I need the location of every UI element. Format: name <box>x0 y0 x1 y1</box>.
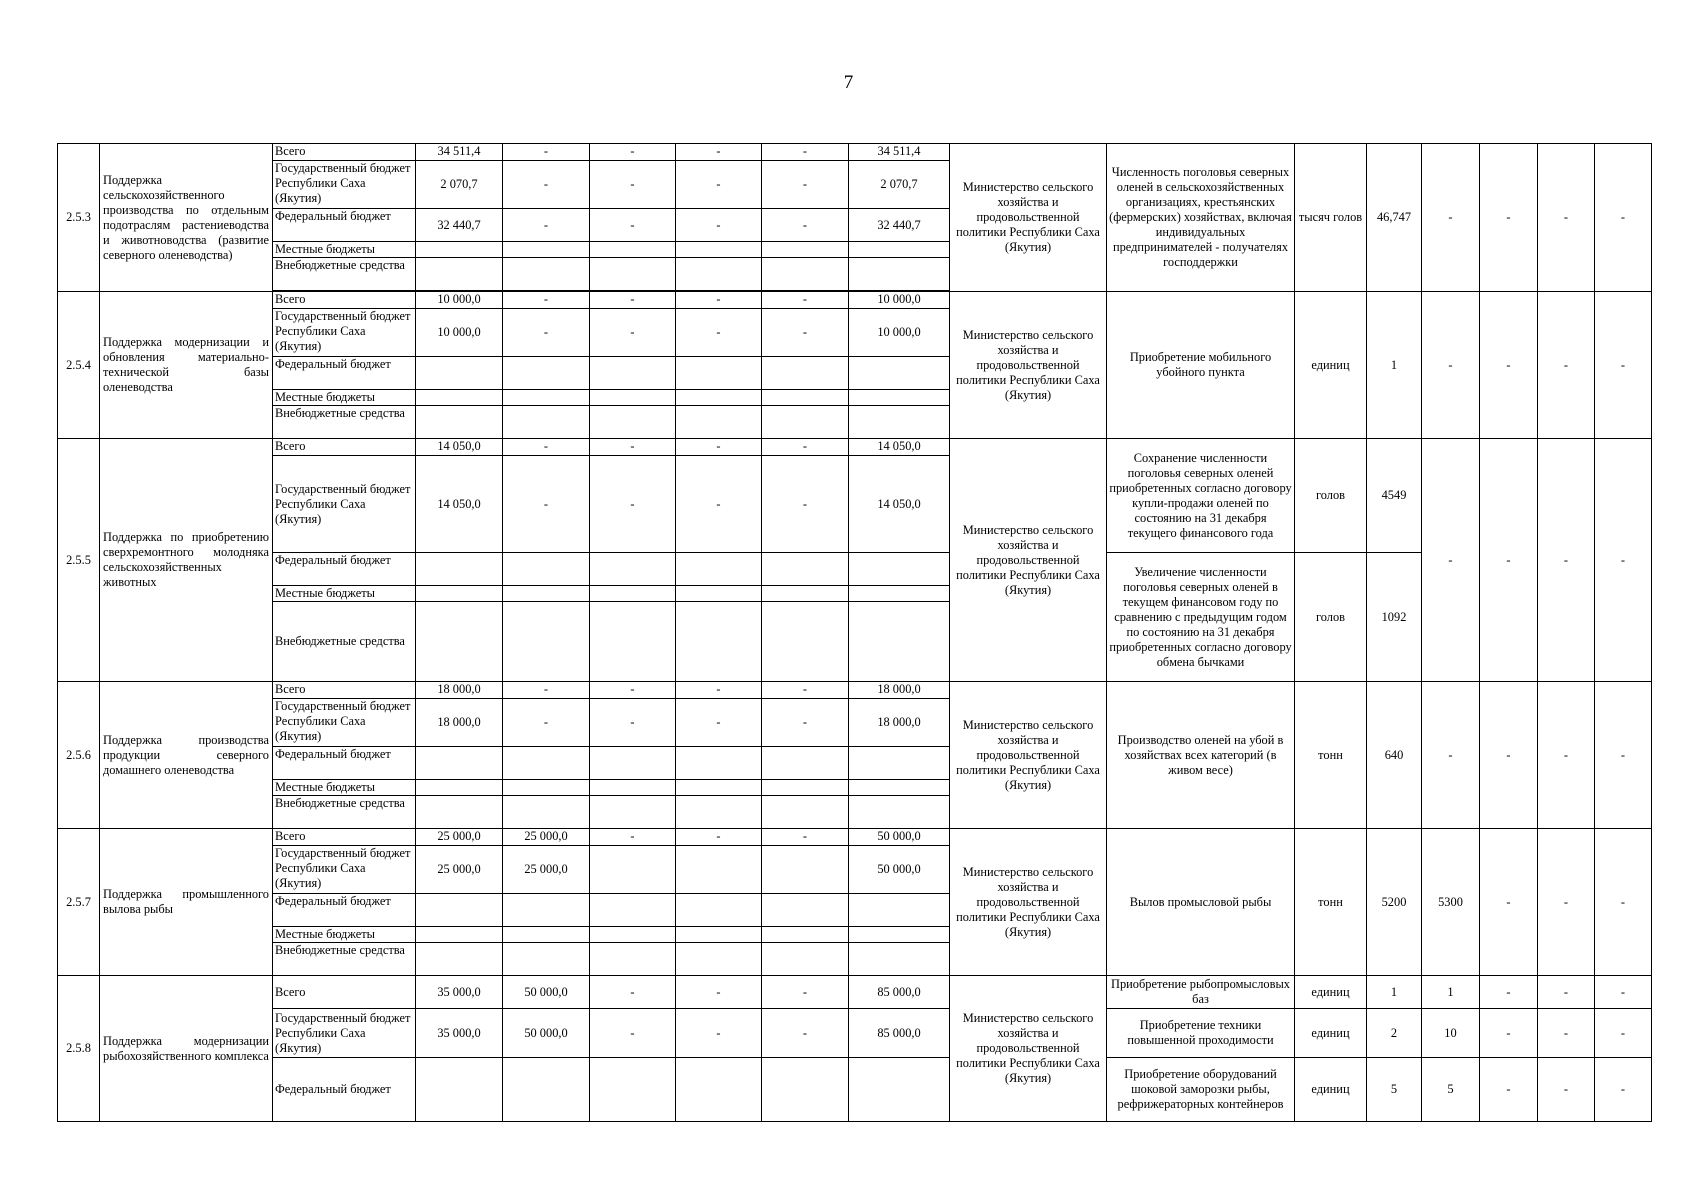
source-state: Государственный бюджет Республики Саха (Якутия) <box>273 846 416 894</box>
page-number: 7 <box>843 72 854 93</box>
indicator-value: - <box>1595 292 1652 439</box>
indicator-value: - <box>1538 829 1595 976</box>
source-federal: Федеральный бюджет <box>273 747 416 780</box>
indicator-value: - <box>1480 1058 1538 1122</box>
unit: тысяч голов <box>1295 144 1367 292</box>
source-federal: Федеральный бюджет <box>273 894 416 927</box>
source-total: Всего <box>273 144 416 161</box>
unit: тонн <box>1295 682 1367 829</box>
indicator-value: 1 <box>1367 292 1422 439</box>
row-name: Поддержка сельскохозяйственного производства по отдельным подотраслям растениеводства и животноводства (развитие северного оленеводства) <box>100 144 273 292</box>
indicator-value: 5 <box>1367 1058 1422 1122</box>
indicator-value: - <box>1480 1009 1538 1058</box>
amount-cell: - <box>762 161 849 209</box>
indicator: Приобретение рыбопромысловых баз <box>1107 976 1295 1009</box>
amount-cell: 18 000,0 <box>416 699 503 747</box>
indicator: Численность поголовья северных оленей в сельскохозяйственных организациях, крестьянских (фермерских) хозяйствах, включая индивидуальных предпринимателей - получателях господдержки <box>1107 144 1295 292</box>
amount-cell: - <box>590 682 676 699</box>
indicator-value: - <box>1595 829 1652 976</box>
amount-cell: - <box>503 161 590 209</box>
source-local: Местные бюджеты <box>273 390 416 406</box>
amount-cell: - <box>762 976 849 1009</box>
amount-cell: - <box>503 144 590 161</box>
row-name: Поддержка модернизации рыбохозяйственного комплекса <box>100 976 273 1122</box>
indicator-value: 5200 <box>1367 829 1422 976</box>
table-row <box>58 829 1652 846</box>
row-code: 2.5.8 <box>58 976 100 1122</box>
amount-cell: 14 050,0 <box>849 439 950 456</box>
amount-cell: 2 070,7 <box>849 161 950 209</box>
source-federal: Федеральный бюджет <box>273 209 416 242</box>
amount-cell: 10 000,0 <box>416 292 503 309</box>
indicator-value: 640 <box>1367 682 1422 829</box>
amount-cell: - <box>503 439 590 456</box>
amount-cell: 50 000,0 <box>503 976 590 1009</box>
amount-cell: - <box>676 829 762 846</box>
amount-cell: - <box>590 699 676 747</box>
amount-cell: - <box>676 292 762 309</box>
executor: Министерство сельского хозяйства и продовольственной политики Республики Саха (Якутия) <box>950 976 1107 1122</box>
amount-cell: - <box>676 682 762 699</box>
indicator-value: - <box>1538 439 1595 682</box>
amount-cell: 50 000,0 <box>849 846 950 894</box>
source-local: Местные бюджеты <box>273 242 416 258</box>
indicator-value: - <box>1538 976 1595 1009</box>
row-name: Поддержка по приобретению сверхремонтного молодняка сельскохозяйственных животных <box>100 439 273 682</box>
amount-cell: 34 511,4 <box>416 144 503 161</box>
amount-cell: 14 050,0 <box>416 439 503 456</box>
table-row <box>58 144 1652 161</box>
indicator-value: - <box>1480 144 1538 292</box>
source-local: Местные бюджеты <box>273 780 416 796</box>
amount-cell: - <box>590 292 676 309</box>
amount-cell: 18 000,0 <box>849 682 950 699</box>
unit: голов <box>1295 553 1367 682</box>
table-row <box>58 439 1652 456</box>
amount-cell: - <box>503 292 590 309</box>
indicator: Приобретение оборудований шоковой заморозки рыбы, рефрижераторных контейнеров <box>1107 1058 1295 1122</box>
indicator-value: - <box>1422 682 1480 829</box>
indicator: Сохранение численности поголовья северных оленей приобретенных согласно договору купли-продажи оленей по состоянию на 31 декабря текущего финансового года <box>1107 439 1295 553</box>
indicator-value: - <box>1422 144 1480 292</box>
amount-cell: - <box>590 309 676 357</box>
amount-cell: - <box>762 829 849 846</box>
amount-cell: - <box>503 309 590 357</box>
unit: единиц <box>1295 1058 1367 1122</box>
amount-cell: - <box>590 439 676 456</box>
amount-cell: - <box>676 456 762 553</box>
amount-cell: - <box>676 1009 762 1058</box>
amount-cell: 35 000,0 <box>416 1009 503 1058</box>
source-extra: Внебюджетные средства <box>273 796 416 829</box>
indicator-value: - <box>1538 292 1595 439</box>
indicator-value: 46,747 <box>1367 144 1422 292</box>
indicator-value: - <box>1480 829 1538 976</box>
amount-cell: - <box>590 976 676 1009</box>
amount-cell: - <box>590 1009 676 1058</box>
source-extra: Внебюджетные средства <box>273 406 416 439</box>
amount-cell: - <box>762 1009 849 1058</box>
amount-cell: 85 000,0 <box>849 1009 950 1058</box>
row-name: Поддержка модернизации и обновления материально-технической базы оленеводства <box>100 292 273 439</box>
amount-cell: - <box>762 209 849 242</box>
source-state: Государственный бюджет Республики Саха (Якутия) <box>273 309 416 357</box>
indicator-value: - <box>1595 144 1652 292</box>
amount-cell: - <box>503 699 590 747</box>
indicator-value: - <box>1480 439 1538 682</box>
indicator-value: 4549 <box>1367 439 1422 553</box>
row-code: 2.5.7 <box>58 829 100 976</box>
amount-cell: - <box>590 144 676 161</box>
source-local: Местные бюджеты <box>273 927 416 943</box>
source-total: Всего <box>273 829 416 846</box>
amount-cell: 18 000,0 <box>416 682 503 699</box>
table-row <box>58 976 1652 1009</box>
amount-cell: - <box>762 699 849 747</box>
amount-cell: 25 000,0 <box>416 829 503 846</box>
indicator-value: 5300 <box>1422 829 1480 976</box>
amount-cell: 50 000,0 <box>849 829 950 846</box>
indicator-value: - <box>1538 1058 1595 1122</box>
source-federal: Федеральный бюджет <box>273 553 416 586</box>
indicator-value: - <box>1480 292 1538 439</box>
indicator: Приобретение мобильного убойного пункта <box>1107 292 1295 439</box>
row-name: Поддержка производства продукции северного домашнего оленеводства <box>100 682 273 829</box>
source-local: Местные бюджеты <box>273 586 416 602</box>
amount-cell: 85 000,0 <box>849 976 950 1009</box>
source-total: Всего <box>273 292 416 309</box>
amount-cell: - <box>762 682 849 699</box>
indicator-value: - <box>1538 1009 1595 1058</box>
amount-cell <box>762 846 849 894</box>
unit: единиц <box>1295 1009 1367 1058</box>
indicator-value: - <box>1595 1009 1652 1058</box>
source-total: Всего <box>273 976 416 1009</box>
amount-cell: 2 070,7 <box>416 161 503 209</box>
source-state: Государственный бюджет Республики Саха (Якутия) <box>273 699 416 747</box>
indicator-value: - <box>1480 682 1538 829</box>
executor: Министерство сельского хозяйства и продовольственной политики Республики Саха (Якутия) <box>950 439 1107 682</box>
row-code: 2.5.5 <box>58 439 100 682</box>
amount-cell: 14 050,0 <box>416 456 503 553</box>
source-extra: Внебюджетные средства <box>273 602 416 682</box>
amount-cell: - <box>590 829 676 846</box>
amount-cell: 10 000,0 <box>849 292 950 309</box>
amount-cell: 14 050,0 <box>849 456 950 553</box>
indicator-value: - <box>1422 439 1480 682</box>
indicator: Увеличение численности поголовья северных оленей в текущем финансовом году по сравнению с предыдущим годом по состоянию на 31 декабря приобретенных согласно договору обмена бычками <box>1107 553 1295 682</box>
indicator-value: 2 <box>1367 1009 1422 1058</box>
amount-cell: 10 000,0 <box>849 309 950 357</box>
amount-cell: - <box>762 144 849 161</box>
indicator-value: - <box>1422 292 1480 439</box>
amount-cell: 25 000,0 <box>416 846 503 894</box>
indicator-value: - <box>1595 1058 1652 1122</box>
executor: Министерство сельского хозяйства и продовольственной политики Республики Саха (Якутия) <box>950 292 1107 439</box>
row-name: Поддержка промышленного вылова рыбы <box>100 829 273 976</box>
source-state: Государственный бюджет Республики Саха (Якутия) <box>273 161 416 209</box>
executor: Министерство сельского хозяйства и продовольственной политики Республики Саха (Якутия) <box>950 829 1107 976</box>
indicator-value: - <box>1538 144 1595 292</box>
indicator-value: 1092 <box>1367 553 1422 682</box>
row-code: 2.5.3 <box>58 144 100 292</box>
amount-cell: - <box>676 439 762 456</box>
row-code: 2.5.6 <box>58 682 100 829</box>
amount-cell: - <box>676 976 762 1009</box>
table-row <box>58 292 1652 309</box>
amount-cell: 25 000,0 <box>503 829 590 846</box>
indicator-value: 10 <box>1422 1009 1480 1058</box>
indicator-value: 1 <box>1367 976 1422 1009</box>
unit: тонн <box>1295 829 1367 976</box>
unit: единиц <box>1295 976 1367 1009</box>
amount-cell <box>590 846 676 894</box>
amount-cell: 34 511,4 <box>849 144 950 161</box>
amount-cell: 32 440,7 <box>849 209 950 242</box>
indicator-value: 5 <box>1422 1058 1480 1122</box>
amount-cell: - <box>503 209 590 242</box>
source-federal: Федеральный бюджет <box>273 1058 416 1122</box>
amount-cell: - <box>676 161 762 209</box>
amount-cell: - <box>762 309 849 357</box>
amount-cell: - <box>503 456 590 553</box>
table-row <box>58 682 1652 699</box>
source-extra: Внебюджетные средства <box>273 258 416 291</box>
amount-cell: 35 000,0 <box>416 976 503 1009</box>
amount-cell: - <box>762 439 849 456</box>
indicator: Приобретение техники повышенной проходимости <box>1107 1009 1295 1058</box>
indicator-value: 1 <box>1422 976 1480 1009</box>
amount-cell: 50 000,0 <box>503 1009 590 1058</box>
executor: Министерство сельского хозяйства и продовольственной политики Республики Саха (Якутия) <box>950 682 1107 829</box>
amount-cell: 18 000,0 <box>849 699 950 747</box>
source-federal: Федеральный бюджет <box>273 357 416 390</box>
amount-cell: - <box>590 161 676 209</box>
source-state: Государственный бюджет Республики Саха (Якутия) <box>273 456 416 553</box>
indicator-value: - <box>1480 976 1538 1009</box>
source-state: Государственный бюджет Республики Саха (Якутия) <box>273 1009 416 1058</box>
unit: единиц <box>1295 292 1367 439</box>
amount-cell: - <box>762 292 849 309</box>
source-total: Всего <box>273 682 416 699</box>
indicator-value: - <box>1595 976 1652 1009</box>
unit: голов <box>1295 439 1367 553</box>
amount-cell: 10 000,0 <box>416 309 503 357</box>
amount-cell: - <box>590 209 676 242</box>
source-total: Всего <box>273 439 416 456</box>
amount-cell: - <box>503 682 590 699</box>
indicator: Производство оленей на убой в хозяйствах всех категорий (в живом весе) <box>1107 682 1295 829</box>
amount-cell: - <box>762 456 849 553</box>
indicator-value: - <box>1538 682 1595 829</box>
indicator-value: - <box>1595 439 1652 682</box>
indicator: Вылов промысловой рыбы <box>1107 829 1295 976</box>
executor: Министерство сельского хозяйства и продовольственной политики Республики Саха (Якутия) <box>950 144 1107 292</box>
amount-cell: - <box>676 144 762 161</box>
amount-cell: - <box>676 699 762 747</box>
source-extra: Внебюджетные средства <box>273 943 416 976</box>
program-table <box>57 143 1652 1122</box>
amount-cell: - <box>676 209 762 242</box>
row-code: 2.5.4 <box>58 292 100 439</box>
amount-cell: - <box>676 309 762 357</box>
amount-cell: 32 440,7 <box>416 209 503 242</box>
amount-cell: - <box>590 456 676 553</box>
amount-cell: 25 000,0 <box>503 846 590 894</box>
indicator-value: - <box>1595 682 1652 829</box>
amount-cell <box>676 846 762 894</box>
